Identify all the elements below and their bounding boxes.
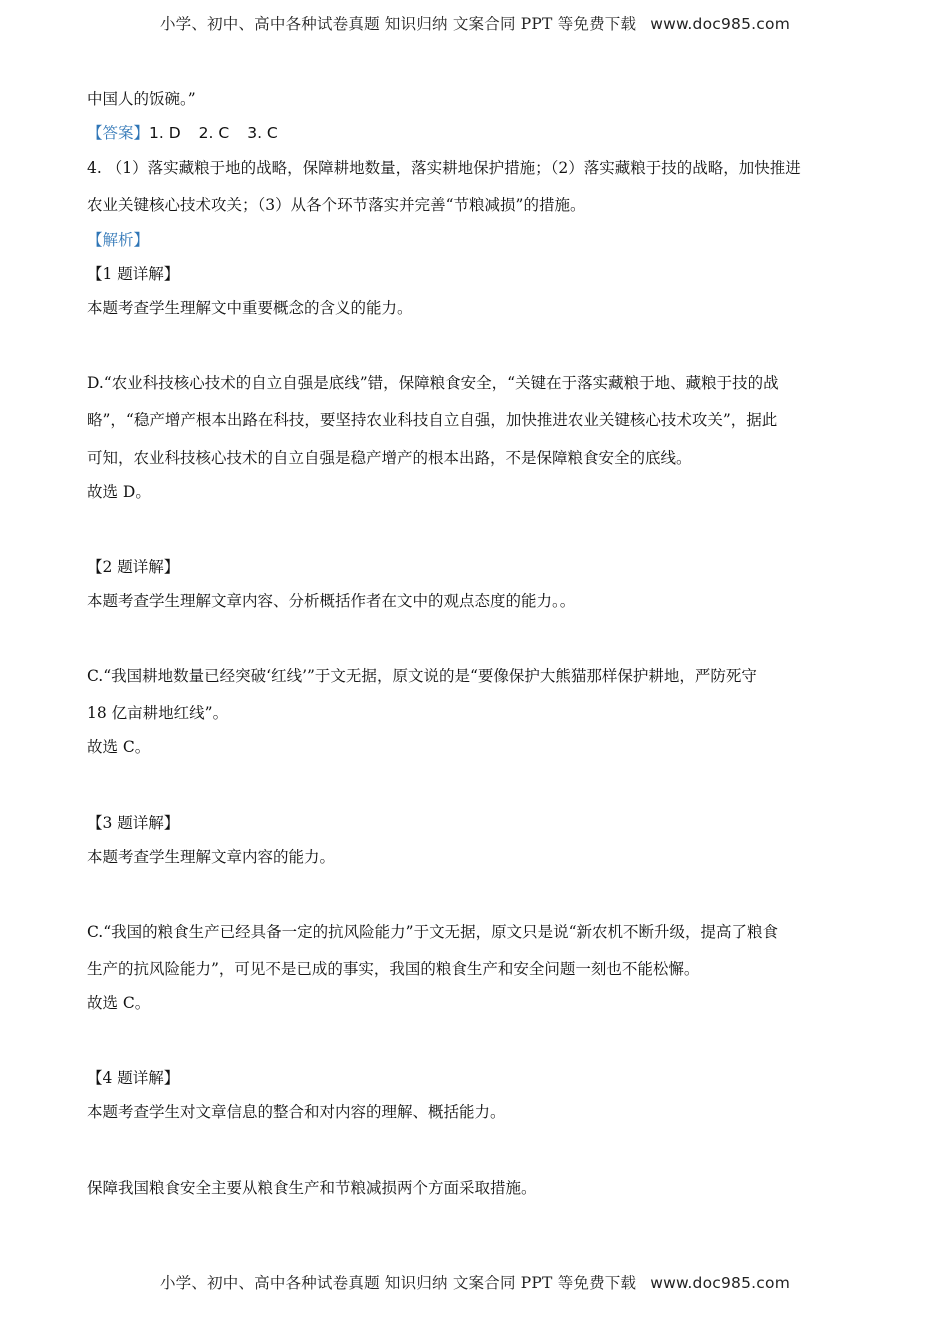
- answer-4-line-2: 农业关键核心技术攻关；（3）从各个环节落实并完善“节粮减损”的措施。: [87, 196, 586, 214]
- header-site-link[interactable]: www.doc985.com: [650, 15, 790, 33]
- answer-label: 【答案】: [87, 124, 150, 142]
- q1-intro: 本题考查学生理解文中重要概念的含义的能力。: [87, 299, 413, 317]
- q3-intro: 本题考查学生理解文章内容的能力。: [87, 848, 336, 866]
- answer-2: 2. C: [198, 124, 230, 142]
- q4-title: 【4 题详解】: [87, 1069, 180, 1087]
- q3-paragraph-line-1: C.“我国的粮食生产已经具备一定的抗风险能力”于文无据，原文只是说“新农机不断升级，提高了粮食: [87, 923, 779, 941]
- q1-choice: 故选 D。: [87, 483, 151, 501]
- continuation-text: 中国人的饭碗。”: [87, 90, 196, 108]
- header-text: 小学、初中、高中各种试卷真题 知识归纳 文案合同 PPT 等免费下载: [159, 15, 637, 33]
- q3-paragraph-line-2: 生产的抗风险能力”，可见不是已成的事实，我国的粮食生产和安全问题一刻也不能松懈。: [87, 960, 700, 978]
- footer-text: 小学、初中、高中各种试卷真题 知识归纳 文案合同 PPT 等免费下载: [159, 1274, 637, 1292]
- q2-title: 【2 题详解】: [87, 558, 180, 576]
- answer-line: [87, 122, 863, 144]
- page-footer: [0, 1271, 950, 1293]
- q1-title: 【1 题详解】: [87, 265, 180, 283]
- q2-intro: 本题考查学生理解文章内容、分析概括作者在文中的观点态度的能力。。: [87, 592, 576, 610]
- q4-paragraph-line-1: 保障我国粮食安全主要从粮食生产和节粮减损两个方面采取措施。: [87, 1179, 537, 1197]
- q1-paragraph-line-3: 可知，农业科技核心技术的自立自强是稳产增产的根本出路，不是保障粮食安全的底线。: [87, 449, 692, 467]
- q3-choice: 故选 C。: [87, 994, 151, 1012]
- q4-intro: 本题考查学生对文章信息的整合和对内容的理解、概括能力。: [87, 1103, 506, 1121]
- page-header: [0, 12, 950, 34]
- q1-paragraph-line-1: D.“农业科技核心技术的自立自强是底线”错，保障粮食安全，“关键在于落实藏粮于地、藏粮于技的战: [87, 374, 779, 392]
- q1-paragraph-line-2: 略”，“稳产增产根本出路在科技，要坚持农业科技自立自强，加快推进农业关键核心技术攻关”，据此: [87, 411, 778, 429]
- answer-1: 1. D: [149, 124, 181, 142]
- analysis-label: 【解析】: [87, 231, 150, 249]
- q2-choice: 故选 C。: [87, 738, 151, 756]
- q3-title: 【3 题详解】: [87, 814, 180, 832]
- footer-site-link[interactable]: www.doc985.com: [650, 1274, 790, 1292]
- answer-3: 3. C: [247, 124, 278, 142]
- answer-4-line-1: 4. （1）落实藏粮于地的战略，保障耕地数量，落实耕地保护措施；（2）落实藏粮于技的战略，加快推进: [87, 159, 801, 177]
- q2-paragraph-line-2: 18 亿亩耕地红线”。: [87, 704, 229, 722]
- q2-paragraph-line-1: C.“我国耕地数量已经突破‘红线’”于文无据，原文说的是“要像保护大熊猫那样保护耕地，严防死守: [87, 667, 757, 685]
